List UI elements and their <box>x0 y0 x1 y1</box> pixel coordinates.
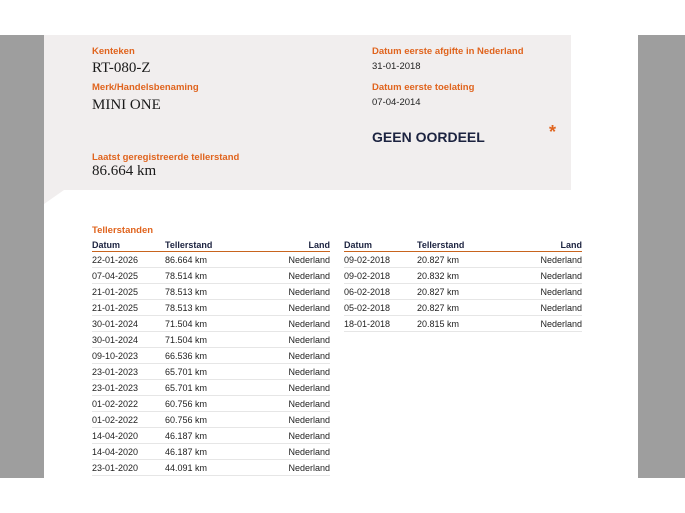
left-gray-margin <box>0 35 44 478</box>
table-header-row <box>344 239 582 252</box>
cell-land: Nederland <box>507 268 582 284</box>
toelating-label: Datum eerste toelating <box>372 82 475 93</box>
cell-tellerstand: 20.832 km <box>417 268 507 284</box>
cell-datum: 01-02-2022 <box>92 396 165 412</box>
cell-tellerstand: 46.187 km <box>165 428 255 444</box>
table-row <box>92 380 330 396</box>
cell-land: Nederland <box>507 252 582 268</box>
cell-land: Nederland <box>255 380 330 396</box>
table-row <box>92 460 330 476</box>
cell-land: Nederland <box>507 316 582 332</box>
cell-tellerstand: 60.756 km <box>165 396 255 412</box>
cell-land: Nederland <box>255 300 330 316</box>
cell-datum: 09-02-2018 <box>344 252 417 268</box>
cell-tellerstand: 86.664 km <box>165 252 255 268</box>
table-row <box>92 396 330 412</box>
table-row <box>92 332 330 348</box>
col-header-datum: Datum <box>344 239 417 252</box>
cell-tellerstand: 65.701 km <box>165 380 255 396</box>
cell-land: Nederland <box>507 284 582 300</box>
col-header-datum: Datum <box>92 239 165 252</box>
table-row <box>92 428 330 444</box>
cell-land: Nederland <box>255 268 330 284</box>
cell-datum: 21-01-2025 <box>92 284 165 300</box>
cell-tellerstand: 65.701 km <box>165 364 255 380</box>
readings-table-right <box>344 239 582 332</box>
table-header-row <box>92 239 330 252</box>
table-row <box>92 300 330 316</box>
table-row <box>92 268 330 284</box>
table-row <box>92 412 330 428</box>
cell-datum: 05-02-2018 <box>344 300 417 316</box>
cell-land: Nederland <box>255 332 330 348</box>
table-row <box>344 316 582 332</box>
cell-tellerstand: 71.504 km <box>165 332 255 348</box>
afgifte-label: Datum eerste afgifte in Nederland <box>372 46 524 57</box>
merk-value: MINI ONE <box>92 97 161 113</box>
readings-table-left <box>92 239 330 476</box>
cell-tellerstand: 20.815 km <box>417 316 507 332</box>
verdict-asterisk: * <box>549 122 557 142</box>
readings-title: Tellerstanden <box>92 225 154 236</box>
cell-datum: 14-04-2020 <box>92 428 165 444</box>
report-page <box>44 35 638 478</box>
table-row <box>92 444 330 460</box>
odometer-value: 86.664 km <box>92 163 157 179</box>
table-row <box>92 364 330 380</box>
cell-land: Nederland <box>255 364 330 380</box>
cell-tellerstand: 71.504 km <box>165 316 255 332</box>
table-row <box>344 252 582 268</box>
table-row <box>344 300 582 316</box>
panel-notch <box>44 190 64 204</box>
merk-label: Merk/Handelsbenaming <box>92 82 199 93</box>
cell-datum: 23-01-2023 <box>92 364 165 380</box>
cell-datum: 01-02-2022 <box>92 412 165 428</box>
table-row <box>92 348 330 364</box>
cell-tellerstand: 78.514 km <box>165 268 255 284</box>
cell-tellerstand: 44.091 km <box>165 460 255 476</box>
vehicle-info-panel <box>44 35 571 190</box>
cell-tellerstand: 78.513 km <box>165 300 255 316</box>
odometer-label: Laatst geregistreerde tellerstand <box>92 152 240 163</box>
cell-land: Nederland <box>255 412 330 428</box>
cell-datum: 14-04-2020 <box>92 444 165 460</box>
kenteken-label: Kenteken <box>92 46 135 57</box>
cell-tellerstand: 46.187 km <box>165 444 255 460</box>
cell-land: Nederland <box>255 284 330 300</box>
cell-tellerstand: 66.536 km <box>165 348 255 364</box>
cell-land: Nederland <box>255 252 330 268</box>
cell-tellerstand: 60.756 km <box>165 412 255 428</box>
kenteken-value: RT-080-Z <box>92 60 151 76</box>
col-header-tellerstand: Tellerstand <box>417 239 507 252</box>
cell-datum: 18-01-2018 <box>344 316 417 332</box>
col-header-tellerstand: Tellerstand <box>165 239 255 252</box>
toelating-value: 07-04-2014 <box>372 97 421 108</box>
table-row <box>92 284 330 300</box>
cell-tellerstand: 20.827 km <box>417 300 507 316</box>
cell-land: Nederland <box>255 460 330 476</box>
cell-datum: 09-10-2023 <box>92 348 165 364</box>
cell-land: Nederland <box>507 300 582 316</box>
cell-datum: 09-02-2018 <box>344 268 417 284</box>
table-row <box>92 252 330 268</box>
cell-land: Nederland <box>255 428 330 444</box>
table-row <box>92 316 330 332</box>
cell-datum: 07-04-2025 <box>92 268 165 284</box>
table-row <box>344 284 582 300</box>
cell-datum: 23-01-2020 <box>92 460 165 476</box>
cell-datum: 30-01-2024 <box>92 316 165 332</box>
col-header-land: Land <box>255 239 330 252</box>
cell-datum: 23-01-2023 <box>92 380 165 396</box>
afgifte-value: 31-01-2018 <box>372 61 421 72</box>
col-header-land: Land <box>507 239 582 252</box>
right-gray-margin <box>638 35 685 478</box>
cell-tellerstand: 78.513 km <box>165 284 255 300</box>
table-row <box>344 268 582 284</box>
verdict-text: GEEN OORDEEL <box>372 129 485 145</box>
cell-datum: 21-01-2025 <box>92 300 165 316</box>
cell-land: Nederland <box>255 396 330 412</box>
cell-tellerstand: 20.827 km <box>417 284 507 300</box>
cell-land: Nederland <box>255 444 330 460</box>
cell-datum: 30-01-2024 <box>92 332 165 348</box>
cell-datum: 06-02-2018 <box>344 284 417 300</box>
cell-datum: 22-01-2026 <box>92 252 165 268</box>
cell-tellerstand: 20.827 km <box>417 252 507 268</box>
cell-land: Nederland <box>255 316 330 332</box>
cell-land: Nederland <box>255 348 330 364</box>
